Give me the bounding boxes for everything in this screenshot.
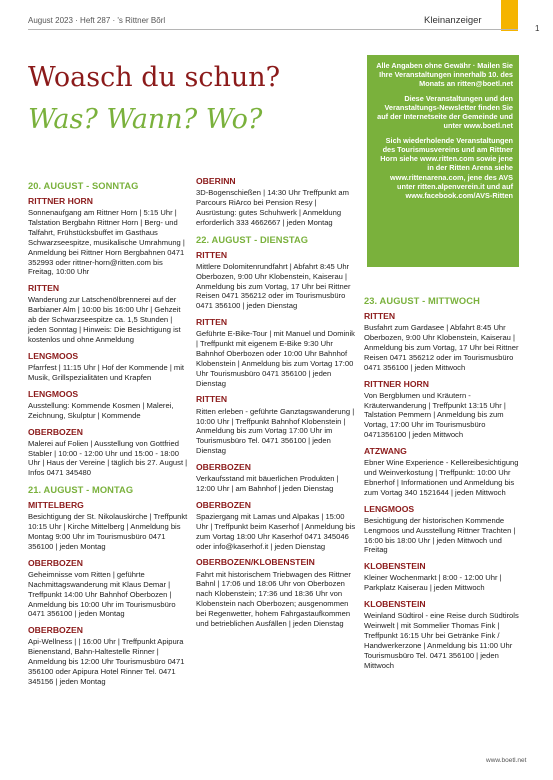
event-description: Verkaufsstand mit bäuerlichen Produkten | 12:00 Uhr | am Bahnhof | jeden Dienstag: [196, 474, 339, 493]
event-entry: [28, 500, 190, 552]
event-entry: [196, 394, 358, 455]
section-tab-marker: [501, 0, 518, 31]
event-location: ATZWANG: [364, 446, 407, 457]
event-location: MITTELBERG: [28, 500, 84, 511]
event-description: Sonnenaufgang am Rittner Horn | 5:15 Uhr | Talstation Bergbahn Rittner Horn | Berg- und Talfahrt, Frühstücksbuffet im Gasthaus Schwarzseespitze, musikalische Umrahmung | Anmeldung bei Rittner Horn Bergbahnen 0471 352993 oder rittner-horn@ritten.com bis Freitag, 10:00 Uhr: [28, 208, 185, 277]
event-entry: [28, 196, 190, 277]
info-box-paragraph: Diese Veranstaltungen und den Veranstaltungs-Newsletter finden Sie auf der Internetseite der Gemeinde und unter www.boetl.net: [377, 94, 513, 131]
day-heading: 21. AUGUST - MONTAG: [28, 485, 134, 496]
event-location: OBERBOZEN: [196, 461, 251, 472]
event-description: Geführte E-Bike-Tour | mit Manuel und Dominik | Treffpunkt mit eigenem E-Bike 9:30 Uhr Bahnhof Oberbozen oder 10:00 Uhr Bahnhof Klobenstein | Anmeldung bis zum Vortag 17:00 Uhr Tourismusbüro 0471 356100 | jeden Dienstag: [196, 329, 355, 388]
event-location: OBERBOZEN: [196, 499, 251, 510]
events-column-1: [28, 180, 190, 693]
events-column-3: [364, 295, 526, 676]
event-description: Ritten erleben - geführte Ganztagswanderung | 10:00 Uhr | Treffpunkt Bahnhof Klobenstein | Anmeldung bis zum Vortag 17:00 Uhr im Tourismusbüro Tel. 0471 356100 | jeden Dienstag: [196, 406, 355, 456]
header-divider: [28, 29, 518, 30]
page-number: 1: [535, 24, 540, 33]
event-description: Mittlere Dolomitenrundfahrt | Abfahrt 8:45 Uhr Oberbozen, 9:00 Uhr Klobenstein, Kaiserau | Anmeldung bis zum Vortag, 17 Uhr bei Rittner Reisen 0471 356212 oder im Tourismusbüro 0471 356100 | jeden Dienstag: [196, 261, 351, 311]
event-entry: [196, 500, 358, 552]
event-entry: [364, 311, 526, 372]
event-entry: [196, 317, 358, 388]
page-subtitle: Was? Wann? Wo?: [28, 104, 263, 135]
event-location: RITTEN: [28, 283, 60, 294]
event-entry: [364, 379, 526, 440]
info-box: [367, 55, 519, 267]
event-entry: [196, 462, 358, 494]
event-entry: [196, 176, 358, 228]
event-description: Besichtigung der historischen Kommende Lengmoos und Ausstellung Rittner Trachten | 16:00 bis 18:00 Uhr | jeden Mittwoch und Freitag: [364, 515, 516, 555]
event-description: Geheimnisse vom Ritten | geführte Nachmittagswanderung mit Klaus Demar | Treffpunkt 14:00 Uhr Bahnhof Oberbozen | Anmeldung bis 10:00 Uhr im Tourismusbüro 0471 356100 | jeden Montag: [28, 569, 176, 619]
event-location: OBERBOZEN: [28, 557, 83, 568]
info-box-paragraph: Alle Angaben ohne Gewähr · Mailen Sie Ihre Veranstaltungen innerhalb 10. des Monats an ritten@boetl.net: [376, 61, 513, 89]
event-entry: [196, 557, 358, 628]
event-entry: [28, 389, 190, 421]
event-location: RITTEN: [196, 394, 228, 405]
event-description: Weinland Südtirol - eine Reise durch Südtirols Weinwelt | mit Sommelier Thomas Fink | Treffpunkt 16:15 Uhr bei Getränke Fink / Handwerkerzone | Anmeldung bis 11:00 Uhr Tourismusbüro Tel. 0471 356100 | jeden Mittwoch: [364, 611, 519, 670]
event-entry: [364, 504, 526, 556]
info-box-paragraph: Sich wiederholende Veranstaltungen des Tourismusvereins und am Rittner Horn siehe www.ritten.com sowie jene in der Ritten Arena siehe www.rittenarena.com, jene des AVS unter ritten.alpenverein.it und auf www.facebook.com/AVS-Ritten: [380, 136, 513, 200]
event-location: OBERBOZEN/KLOBENSTEIN: [196, 557, 315, 568]
event-description: Busfahrt zum Gardasee | Abfahrt 8:45 Uhr Oberbozen, 9:00 Uhr Klobenstein, Kaiserau | Anmeldung bis zum Vortag, 17 Uhr bei Rittner Reisen 0471 356212 oder im Tourismusbüro 0471 356100 | jeden Mittwoch: [364, 323, 519, 372]
event-entry: [28, 558, 190, 619]
event-entry: [364, 446, 526, 498]
event-location: OBERBOZEN: [28, 426, 83, 437]
event-description: Besichtigung der St. Nikolauskirche | Treffpunkt 10:15 Uhr | Kirche Mittelberg | Anmeldung bis Montag 9:00 Uhr im Tourismusbüro 0471 356100 | jeden Montag: [28, 512, 188, 551]
event-location: OBERBOZEN: [28, 625, 83, 636]
page-title: Woasch du schun?: [28, 62, 281, 93]
event-description: Ausstellung: Kommende Kosmen | Malerei, Zeichnung, Skulptur | Kommende: [28, 400, 174, 420]
event-location: OBERINN: [196, 176, 236, 186]
footer-website: www.boetl.net: [486, 757, 527, 764]
event-location: RITTEN: [364, 311, 396, 322]
event-location: RITTNER HORN: [364, 378, 429, 389]
event-location: LENGMOOS: [28, 350, 79, 361]
event-location: KLOBENSTEIN: [364, 599, 426, 610]
event-location: RITTEN: [196, 317, 228, 328]
event-entry: [196, 250, 358, 311]
event-description: Api-Wellness | | 16:00 Uhr | Treffpunkt Apipura Bienenstand, Bahn-Haltestelle Rinner | Anmeldung bis 12:00 Uhr Tourismusbüro 0471 356100 oder Apipura Hotel Rinner Tel. 0471 345156 | jeden Montag: [28, 637, 185, 686]
event-entry: [28, 283, 190, 344]
event-location: KLOBENSTEIN: [364, 561, 426, 572]
event-location: RITTEN: [196, 249, 228, 260]
event-description: Pfarrfest | 11:15 Uhr | Hof der Kommende | mit Musik, Grillspezialitäten und Krapfen: [28, 362, 185, 382]
event-location: LENGMOOS: [364, 503, 415, 514]
event-description: Von Bergblumen und Kräutern - Kräuterwanderung | Treffpunkt 13:15 Uhr | Talstation Pemmern | Anmeldung bis zum Vortag, 17:00 Uhr im Tourismusbüro 0471356100 | jeden Mittwoch: [364, 390, 506, 440]
event-entry: [28, 625, 190, 686]
event-description: Malerei auf Folien | Ausstellung von Gottfried Stabler | 10:00 - 12:00 Uhr und 15:00 - 18:00 Uhr | Haus der Vereine | täglich bis 27. August | Infos 0471 345480: [28, 438, 188, 478]
event-entry: [364, 599, 526, 670]
event-description: Wanderung zur Latschenölbrennerei auf der Barbianer Alm | 10:00 bis 16:00 Uhr | Gehzeit ab der Schwarzseespitze ca. 1,5 Stunden | jeden Sonntag | Hinweis: Die Besichtigung ist kostenlos und ohne Anmeldung: [28, 295, 181, 344]
event-entry: [28, 427, 190, 479]
event-entry: [28, 351, 190, 383]
event-description: Fahrt mit historischem Triebwagen des Rittner Bahnl | 17:06 und 18:06 Uhr von Oberbozen nach Klobenstein; 17:36 und 18:36 Uhr von Klobenstein nach Oberbozen; ausgenommen bei Regenwetter, hohem Fahrgastaufkommen und betrieblichen Ausfällen | jeden Dienstag: [196, 569, 351, 628]
event-description: Kleiner Wochenmarkt | 8:00 - 12:00 Uhr | Parkplatz Kaiserau | jeden Mittwoch: [364, 573, 502, 593]
event-location: LENGMOOS: [28, 388, 79, 399]
day-heading: 22. AUGUST - DIENSTAG: [196, 234, 309, 245]
day-heading: 20. AUGUST - SONNTAG: [28, 181, 139, 191]
section-title: Kleinanzeiger: [424, 15, 482, 26]
day-heading: 23. AUGUST - MITTWOCH: [364, 296, 480, 306]
event-description: 3D-Bogenschießen | 14:30 Uhr Treffpunkt am Parcours RiArco bei Pension Resy | Ausrüstung: gutes Schuhwerk | Anmeldung erforderlich 333 4662667 | jeden Montag: [196, 188, 349, 227]
event-description: Ebner Wine Experience - Kellereibesichtigung und Weinverkostung | Treffpunkt: 10:00 Uhr Ebnerhof | Informationen und Anmeldung bis zum Vortag 340 1521644 | jeden Mittwoch: [364, 458, 519, 497]
event-description: Spaziergang mit Lamas und Alpakas | 15:00 Uhr | Treffpunkt beim Kaserhof | Anmeldung bis zum Vortag 18:00 Uhr Kaserhof 0471 345046 oder info@kaserhof.it | jeden Dienstag: [196, 512, 356, 551]
events-column-2: [196, 176, 358, 635]
event-entry: [364, 561, 526, 593]
event-location: RITTNER HORN: [28, 196, 93, 207]
issue-header: August 2023 · Heft 287 · 's Rittner Bõrl: [28, 16, 166, 25]
